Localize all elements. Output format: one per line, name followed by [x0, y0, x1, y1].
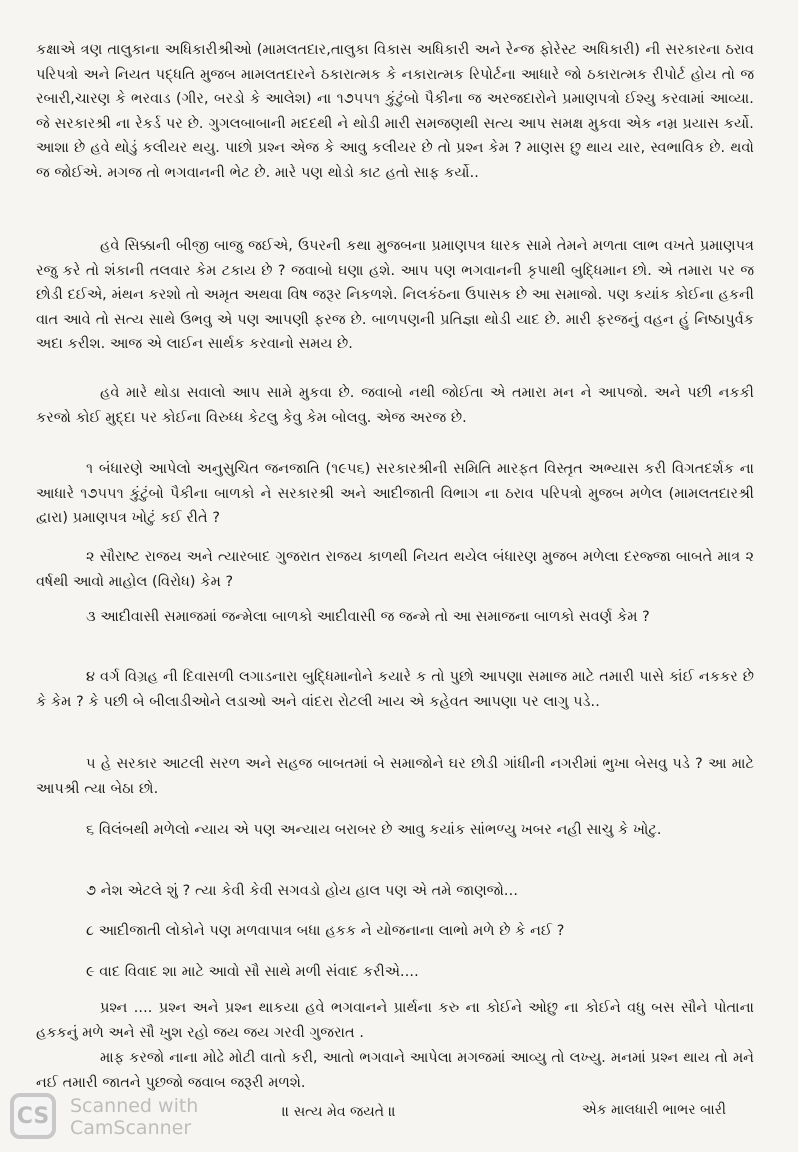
watermark-line2: CamScanner [70, 1117, 192, 1139]
question-item: ૯ વાદ વિવાદ શા માટે આવો સૌ સાથે મળી સંવાદ કરીએ.... [86, 964, 419, 980]
motto: ॥ સત્ય મેવ જયતે ॥ [282, 1104, 396, 1120]
question-item: ૭ નેશ એટલે શું ? ત્યા કેવી કેવી સગવડો હોય હાલ પણ એ તમે જાણજો... [86, 883, 519, 899]
camscanner-logo-text: CS [16, 1103, 50, 1129]
signature: એક માલધારી ભાભર બારી [582, 1102, 726, 1118]
paragraph-intro: કક્ષાએ ત્રણ તાલુકાના અધિકારીશ્રીઓ (મામલતદાર,તાલુકા વિકાસ અધિકારી અને રેન્જ ફોરેસ્ટ અધિકારી) ની સરકારના ઠરાવ પરિપત્રો અને નિયત પદ્ધતિ મુજબ મામલતદારને ઠકારાત્મક કે નકારાત્મક રિપોર્ટના આધારે જો ઠકારાત્મક રીપોર્ટ હોય તો જ રબારી,ચારણ કે ભરવાડ (ગીર, બરડો કે આલેશ) ના ૧૭૫૫૧ કુંટુંબો પૈકીના જ અરજદારોને પ્રમાણપત્રો ઈશ્યુ કરવામાં આવ્યા. જે સરકારશ્રી ના રેકર્ડ પર છે. ગુગલબાબાની મદદથી ને થોડી મારી સમજણથી સત્ય આપ સમક્ષ મુકવા એક નમ્ર પ્રયાસ કર્યો. આશા છે હવે થોડું કલીયર થયુ. પાછો પ્રશ્ન એજ કે આવુ કલીયર છે તો પ્રશ્ન કેમ ? માણસ છુ થાય યાર, સ્વભાવિક છે. થવો જ જોઈએ. મગજ તો ભગવાનની ભેટ છે. મારે પણ થોડો કાટ હતો સાફ કર્યો.. [36, 42, 754, 181]
camscanner-logo-icon [10, 1093, 56, 1139]
paragraph-questions-intro: હવે મારે થોડા સવાલો આપ સામે મુકવા છે. જવાબો નથી જોઈતા એ તમારા મન ને આપજો. અને પછી નકકી કરજો કોઈ મુદ્દા પર કોઈના વિરુધ્ધ કેટલુ કેવુ કેમ બોલવુ. એજ અરજ છે. [36, 385, 754, 426]
paragraph-apology: માફ કરજો નાના મોઢે મોટી વાતો કરી, આતો ભગવાને આપેલા મગજમાં આવ્યુ તો લખ્યુ. મનમાં પ્રશ્ન થાય તો મને નઈ તમારી જાતને પુછજો જવાબ જરૂરી મળશે. [36, 1050, 754, 1091]
question-item: ૧ બંધારણે આપેલો અનુસુચિત જનજાતિ (૧૯૫૬) સરકારશ્રીની સમિતિ મારફત વિસ્તૃત અભ્યાસ કરી વિગતદર્શક ના આધારે ૧૭૫૫૧ કુંટુંબો પૈકીના બાળકો ને સરકારશ્રી અને આદીજાતી વિભાગ ના ઠરાવ પરિપત્રો મુજબ મળેલ (મામલતદારશ્રી દ્વારા) પ્રમાણપત્ર ખોટું કઈ રીતે ? [36, 461, 754, 526]
paragraph-coin-side: હવે સિક્કાની બીજી બાજુ જઈએ, ઉપરની કથા મુજબના પ્રમાણપત્ર ધારક સામે તેમને મળતા લાભ વખતે પ્રમાણપત્ર રજુ કરે તો શંકાની તલવાર કેમ ટકાય છે ? જવાબો ઘણા હશે. આપ પણ ભગવાનની કૃપાથી બુદ્ધિમાન છો. એ તમારા પર જ છોડી દઈએ, મંથન કરશો તો અમૃત અથવા વિષ જરૂર નિકળશે. નિલકંઠના ઉપાસક છે આ સમાજો. પણ કયાંક કોઈના હકની વાત આવે તો સત્ય સાથે ઉભવુ એ પણ આપણી ફરજ છે. બાળપણની પ્રતિજ્ઞા થોડી યાદ છે. મારી ફરજનું વહન હું નિષ્ઠાપુર્વક અદા કરીશ. આજ એ લાઈન સાર્થક કરવાનો સમય છે. [36, 238, 754, 352]
bleed-through-header [640, 2, 790, 22]
watermark-line1: Scanned with [70, 1095, 199, 1117]
question-item: ૮ આદીજાતી લોકોને પણ મળવાપાત્ર બધા હકક ને યોજનાના લાભો મળે છે કે નઈ ? [86, 923, 565, 939]
question-item: ૨ સૌરાષ્ટ રાજય અને ત્યારબાદ ગુજરાત રાજય કાળથી નિયત થયેલ બંધારણ મુજબ મળેલા દરજ્જા બાબતે માત્ર ૨ વર્ષથી આવો માહોલ (વિરોધ) કેમ ? [36, 549, 754, 590]
question-item: ૪ વર્ગ વિગ્રહ ની દિવાસળી લગાડનારા બુદ્ધિમાનોને કયારે ક તો પુછો આપણા સમાજ માટે તમારી પાસે કાંઈ નકકર છે કે કેમ ? કે પછી બે બીલાડીઓને લડાઓ અને વાંદરા રોટલી ખાય એ કહેવત આપણા પર લાગુ પડે.. [36, 669, 754, 710]
question-item: ૬ વિલંબથી મળેલો ન્યાય એ પણ અન્યાય બરાબર છે આવુ કયાંક સાંભળ્યુ ખબર નહી સાચુ કે ખોટુ. [86, 822, 662, 838]
camscanner-watermark [70, 1095, 198, 1139]
paragraph-prayer: પ્રશ્ન .... પ્રશ્ન અને પ્રશ્ન થાકયા હવે ભગવાનને પ્રાર્થના કરુ ના કોઈને ઓછુ ના કોઈને વધુ બસ સૌને પોતાના હકકનું મળે અને સૌ ખુશ રહો જય જય ગરવી ગુજરાત . [36, 1000, 754, 1041]
question-item: ૫ હે સરકાર આટલી સરળ અને સહજ બાબતમાં બે સમાજોને ઘર છોડી ગાંધીની નગરીમાં ભુખા બેસવુ પડે ? આ માટે આપશ્રી ત્યા બેઠા છો. [36, 756, 754, 797]
question-item: ૩ આદીવાસી સમાજમાં જન્મેલા બાળકો આદીવાસી જ જન્મે તો આ સમાજના બાળકો સવર્ણ કેમ ? [86, 609, 650, 625]
